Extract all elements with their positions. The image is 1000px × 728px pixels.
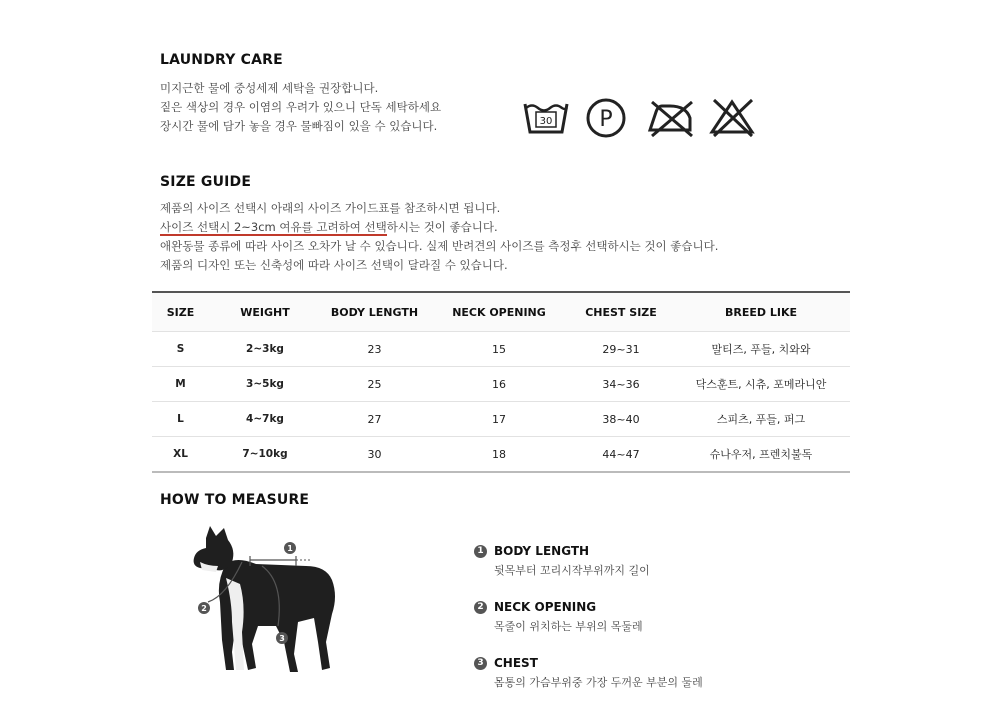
dry-clean-letter: P (599, 107, 613, 132)
measure-label: NECK OPENING (494, 600, 597, 614)
col-header-chest-size: CHEST SIZE (570, 292, 672, 332)
number-badge: 2 (474, 601, 487, 614)
measure-label: BODY LENGTH (494, 544, 590, 558)
measure-desc: 몸통의 가슴부위중 가장 두꺼운 부분의 둘레 (494, 676, 703, 689)
size-tip-rest: 하시는 것이 좋습니다. (386, 220, 498, 234)
cell-breed-like: 슈나우저, 프렌치불독 (672, 437, 850, 473)
cell-chest-size: 44~47 (570, 437, 672, 473)
cell-weight: 3~5kg (209, 367, 321, 402)
size-guide-line-1: 제품의 사이즈 선택시 아래의 사이즈 가이드표를 참조하시면 됩니다. (160, 201, 501, 215)
how-to-measure-title: HOW TO MEASURE (160, 492, 310, 508)
size-guide-line-2 (160, 218, 718, 237)
dry-clean-p-icon (584, 96, 632, 140)
size-tip-underlined: 사이즈 선택시 2~3cm 여유를 고려하여 선택 (160, 220, 387, 234)
size-table (152, 291, 850, 473)
dog-marker-2: 2 (201, 604, 207, 613)
measure-desc: 목줄이 위치하는 부위의 목둘레 (494, 620, 643, 633)
table-row (152, 437, 850, 473)
laundry-line-3: 장시간 물에 담가 놓을 경우 물빠짐이 있을 수 있습니다. (160, 119, 438, 133)
measure-item-chest (474, 656, 703, 690)
dog-marker-3: 3 (279, 634, 285, 643)
cell-size: M (152, 367, 209, 402)
laundry-line-1: 미지근한 물에 중성세제 세탁을 권장합니다. (160, 81, 379, 95)
cell-breed-like: 닥스훈트, 시츄, 포메라니안 (672, 367, 850, 402)
table-row (152, 367, 850, 402)
cell-body-length: 27 (321, 402, 428, 437)
cell-neck-opening: 18 (428, 437, 570, 473)
size-guide-line-3: 애완동물 종류에 따라 사이즈 오차가 날 수 있습니다. 실제 반려견의 사이즈를 측정후 선택하시는 것이 좋습니다. (160, 239, 719, 253)
measure-item-body-length (474, 544, 703, 578)
col-header-weight: WEIGHT (209, 292, 321, 332)
table-row (152, 332, 850, 367)
no-bleach-icon (708, 96, 756, 140)
size-guide-title: SIZE GUIDE (160, 174, 252, 190)
care-icons (522, 96, 756, 140)
laundry-care-text (160, 79, 441, 136)
col-header-neck-opening: NECK OPENING (428, 292, 570, 332)
cell-size: L (152, 402, 209, 437)
col-header-size: SIZE (152, 292, 209, 332)
cell-neck-opening: 16 (428, 367, 570, 402)
cell-weight: 4~7kg (209, 402, 321, 437)
cell-chest-size: 29~31 (570, 332, 672, 367)
number-badge: 3 (474, 657, 487, 670)
wash-temp-label: 30 (539, 116, 553, 127)
cell-chest-size: 34~36 (570, 367, 672, 402)
measure-item-neck-opening (474, 600, 703, 634)
cell-breed-like: 말티즈, 푸들, 치와와 (672, 332, 850, 367)
no-iron-icon (646, 96, 694, 140)
size-table-header (152, 292, 850, 332)
cell-neck-opening: 15 (428, 332, 570, 367)
cell-chest-size: 38~40 (570, 402, 672, 437)
cell-body-length: 30 (321, 437, 428, 473)
size-guide-text (160, 199, 718, 275)
wash-30-icon (522, 96, 570, 140)
number-badge: 1 (474, 545, 487, 558)
laundry-line-2: 짙은 색상의 경우 이염의 우려가 있으니 단독 세탁하세요 (160, 100, 442, 114)
cell-body-length: 23 (321, 332, 428, 367)
measure-desc: 뒷목부터 꼬리시작부위까지 길이 (494, 564, 650, 577)
col-header-body-length: BODY LENGTH (321, 292, 428, 332)
cell-body-length: 25 (321, 367, 428, 402)
dog-illustration (186, 522, 356, 684)
cell-weight: 2~3kg (209, 332, 321, 367)
cell-breed-like: 스피츠, 푸들, 퍼그 (672, 402, 850, 437)
laundry-care-title: LAUNDRY CARE (160, 52, 283, 68)
measure-list (474, 544, 703, 712)
cell-neck-opening: 17 (428, 402, 570, 437)
cell-size: XL (152, 437, 209, 473)
table-row (152, 402, 850, 437)
size-guide-line-4: 제품의 디자인 또는 신축성에 따라 사이즈 선택이 달라질 수 있습니다. (160, 258, 508, 272)
cell-size: S (152, 332, 209, 367)
measure-label: CHEST (494, 656, 538, 670)
cell-weight: 7~10kg (209, 437, 321, 473)
dog-marker-1: 1 (287, 544, 293, 553)
col-header-breed-like: BREED LIKE (672, 292, 850, 332)
